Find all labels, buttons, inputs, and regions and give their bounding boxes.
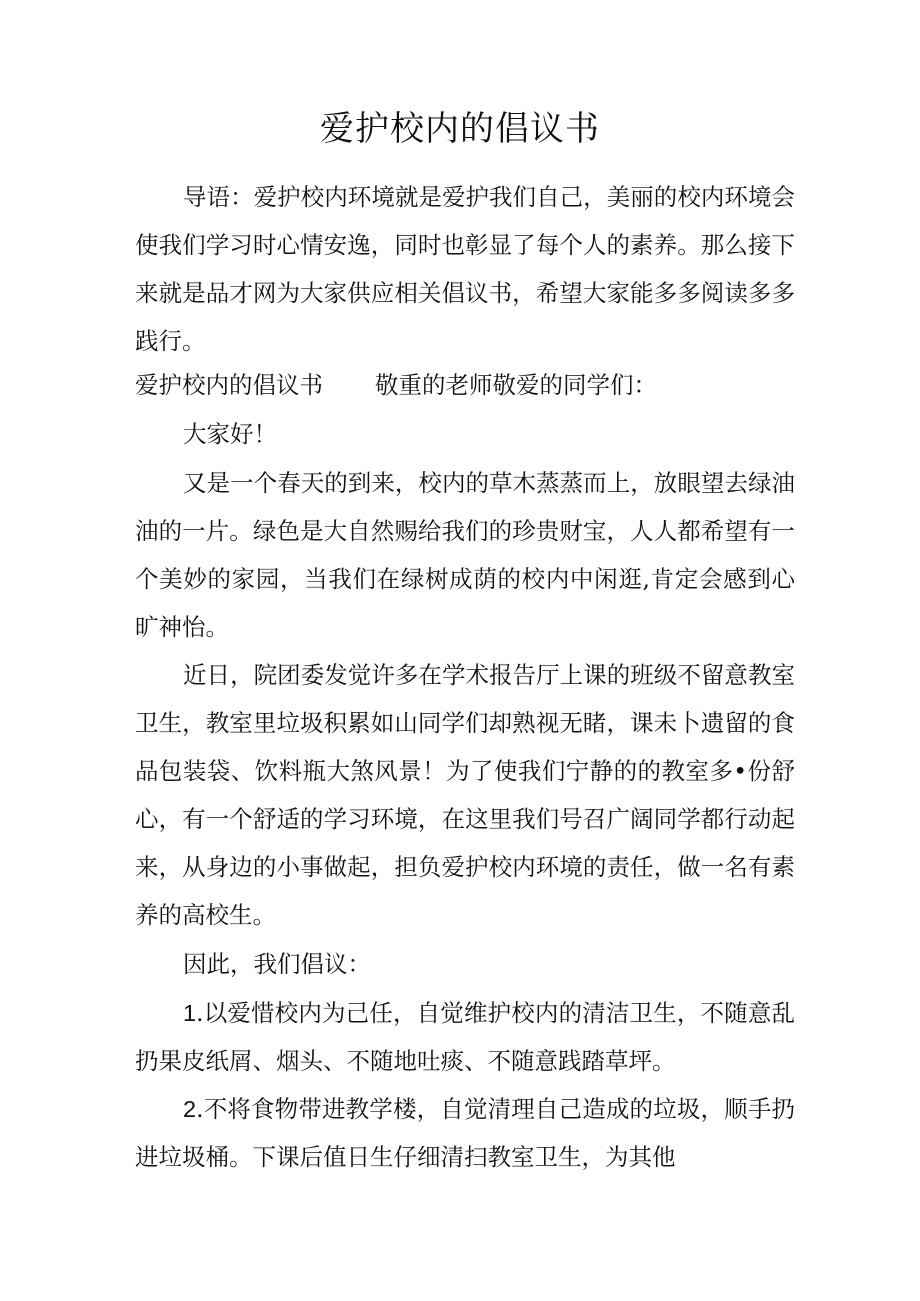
- body-paragraph-2: 近日，院团委发觉许多在学术报告厅上课的班级不留意教室卫生，教室里垃圾积累如山同学们却熟视无睹，课未卜遗留的食品包装袋、饮料瓶大煞风景！为了使我们宁静的的教室多•份舒心，有一个舒适的学习环境，在这里我们号召广阔同学都行动起来，从身边的小事做起，担负爱护校内环境的责任，做一名有素养的高校生。: [135, 661, 795, 929]
- proposal-intro: 因此，我们倡议：: [183, 950, 371, 978]
- salutation-line: [135, 361, 795, 409]
- list-item-text: .不将食物带进教学楼，自觉清理自己造成的垃圾，顺手扔进垃圾桶。下课后值日生仔细清扫教室卫生，为其他: [135, 1095, 795, 1171]
- salutation-text: 敬重的老师敬爱的同学们：: [375, 371, 657, 399]
- document-title: 爱护校内的倡议书: [320, 109, 600, 149]
- list-item-number: 1: [183, 1000, 197, 1026]
- list-item: [135, 1085, 795, 1181]
- subtitle-text: 爱护校内的倡议书: [135, 371, 323, 399]
- list-item: [135, 989, 795, 1085]
- greeting-paragraph: 大家好！: [183, 420, 277, 448]
- body-paragraph-1: 又是一个春天的到来，校内的草木蒸蒸而上，放眼望去绿油油的一片。绿色是大自然赐给我们的珍贵财宝，人人都希望有一个美妙的家园，当我们在绿树成荫的校内中闲逛,肯定会感到心旷神怡。: [135, 469, 795, 641]
- list-item-number: 2: [183, 1096, 197, 1122]
- intro-paragraph: 导语：爱护校内环境就是爱护我们自己，美丽的校内环境会使我们学习时心情安逸，同时也彰显了每个人的素养。那么接下来就是品才网为大家供应相关倡议书，希望大家能多多阅读多多践行。: [135, 183, 795, 355]
- list-item-text: .以爱惜校内为己任，自觉维护校内的清洁卫生，不随意乱扔果皮纸屑、烟头、不随地吐痰、不随意践踏草坪。: [135, 999, 795, 1075]
